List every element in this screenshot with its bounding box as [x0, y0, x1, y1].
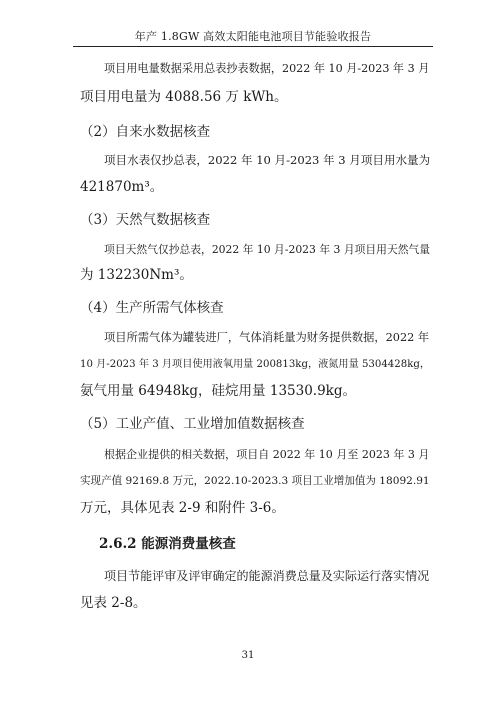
output-line-3: 万元，具体见表 2-9 和附件 3-6。	[80, 500, 285, 516]
gas-heading: （3）天然气数据核查	[80, 212, 211, 228]
page-number: 31	[241, 650, 255, 661]
output-heading: （5）工业产值、工业增加值数据核查	[80, 416, 305, 432]
gas-line-1: 项目天然气仅抄总表，2022 年 10 月-2023 年 3 月项目用天然气量	[104, 243, 431, 256]
process-gas-heading: （4）生产所需气体核查	[80, 300, 224, 316]
section-heading: 2.6.2 能源消费量核查	[99, 536, 236, 552]
water-heading: （2）自来水数据核查	[80, 124, 211, 140]
water-line-2: 421870m³。	[80, 179, 164, 195]
gas-line-2: 为 132230Nm³。	[80, 267, 193, 283]
section-line-2: 见表 2-8。	[80, 595, 147, 611]
electricity-line-1: 项目用电量数据采用总表抄表数据，2022 年 10 月-2023 年 3 月	[104, 62, 430, 75]
header-divider	[73, 46, 433, 47]
process-gas-line-1: 项目所需气体为罐装进厂，气体消耗量为财务提供数据，2022 年	[104, 331, 430, 344]
output-line-2: 实现产值 92169.8 万元，2022.10-2023.3 项目工业增加值为 18092.91	[80, 475, 430, 487]
electricity-line-2: 项目用电量为 4088.56 万 kWh。	[80, 89, 288, 105]
process-gas-line-2: 10 月-2023 年 3 月项目使用液氧用量 200813kg，液氮用量 5304428kg，	[80, 359, 431, 370]
page-header: 年产 1.8GW 高效太阳能电池项目节能验收报告	[134, 30, 372, 43]
process-gas-line-3: 氨气用量 64948kg，硅烷用量 13530.9kg。	[80, 383, 356, 399]
section-line-1: 项目节能评审及评审确定的能源消费总量及实际运行落实情况	[104, 569, 430, 583]
output-line-1: 根据企业提供的相关数据，项目自 2022 年 10 月至 2023 年 3 月	[104, 448, 430, 461]
water-line-1: 项目水表仅抄总表，2022 年 10 月-2023 年 3 月项目用水量为	[104, 153, 431, 167]
